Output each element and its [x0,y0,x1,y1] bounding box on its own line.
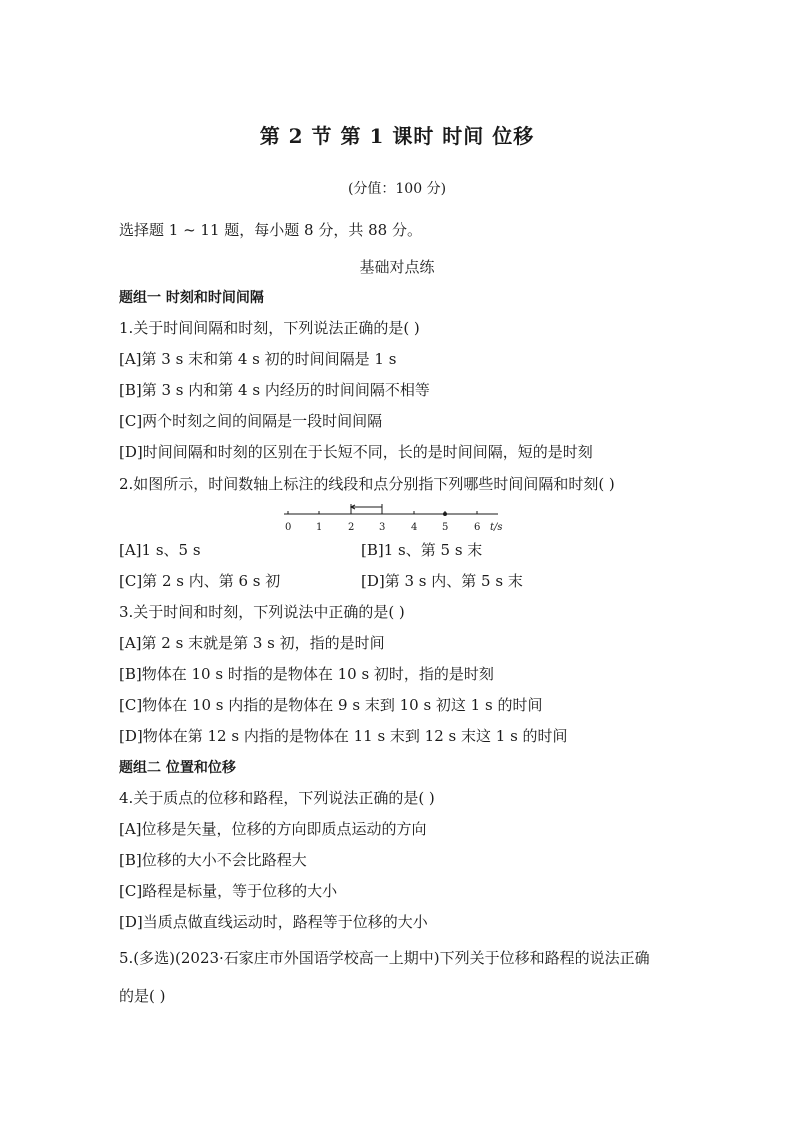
q4-stem: 4.关于质点的位移和路程，下列说法正确的是( ) [119,789,435,807]
q2-option-c: [C]第 2 s 内、第 6 s 初 [119,572,281,590]
score-note: (分值：100 分) [347,181,447,197]
q3-option-a: [A]第 2 s 末就是第 3 s 初，指的是时间 [119,634,385,652]
q2-option-b: [B]1 s、第 5 s 末 [361,541,483,559]
group2-heading: 题组二 位置和位移 [119,760,236,776]
tick-label-5: 5 [442,522,449,533]
group1-heading: 题组一 时刻和时间间隔 [119,290,264,306]
q3-option-d: [D]物体在第 12 s 内指的是物体在 11 s 末到 12 s 末这 1 s 的时间 [119,727,568,745]
q3-option-b: [B]物体在 10 s 时指的是物体在 10 s 初时，指的是时刻 [119,665,494,683]
tick-label-2: 2 [348,522,355,533]
q5-stem-line2: 的是( ) [119,987,166,1005]
axis-label: t/s [490,522,503,533]
q3-option-c: [C]物体在 10 s 内指的是物体在 9 s 末到 10 s 初这 1 s 的时间 [119,696,543,714]
q2-option-d: [D]第 3 s 内、第 5 s 末 [361,572,523,590]
q3-stem: 3.关于时间和时刻，下列说法中正确的是( ) [119,603,405,621]
tick-label-3: 3 [379,522,386,533]
q4-option-b: [B]位移的大小不会比路程大 [119,851,307,869]
page-title: 第 2 节 第 1 课时 时间 位移 [259,124,535,148]
interval-marker-2-to-3 [351,504,382,514]
q2-stem: 2.如图所示，时间数轴上标注的线段和点分别指下列哪些时间间隔和时刻( ) [119,475,615,493]
tick-label-4: 4 [411,522,418,533]
q4-option-a: [A]位移是矢量，位移的方向即质点运动的方向 [119,820,427,838]
q1-option-b: [B]第 3 s 内和第 4 s 内经历的时间间隔不相等 [119,381,430,399]
tick-label-6: 6 [474,522,481,533]
q1-option-a: [A]第 3 s 末和第 4 s 初的时间间隔是 1 s [119,350,397,368]
section-heading: 基础对点练 [359,258,435,276]
q4-option-d: [D]当质点做直线运动时，路程等于位移的大小 [119,913,428,931]
q5-stem-line1: 5.(多选)(2023·石家庄市外国语学校高一上期中)下列关于位移和路程的说法正确 [119,949,650,967]
time-axis-figure [280,500,520,536]
tick-label-0: 0 [285,522,292,533]
intro-text: 选择题 1 ~ 11 题，每小题 8 分，共 88 分。 [119,221,422,239]
q1-option-d: [D]时间间隔和时刻的区别在于长短不同，长的是时间间隔，短的是时刻 [119,443,593,461]
point-marker-5 [443,512,447,516]
q2-option-a: [A]1 s、5 s [119,541,201,559]
q1-option-c: [C]两个时刻之间的间隔是一段时间间隔 [119,412,383,430]
tick-label-1: 1 [316,522,323,533]
q4-option-c: [C]路程是标量，等于位移的大小 [119,882,338,900]
q1-stem: 1.关于时间间隔和时刻，下列说法正确的是( ) [119,319,420,337]
